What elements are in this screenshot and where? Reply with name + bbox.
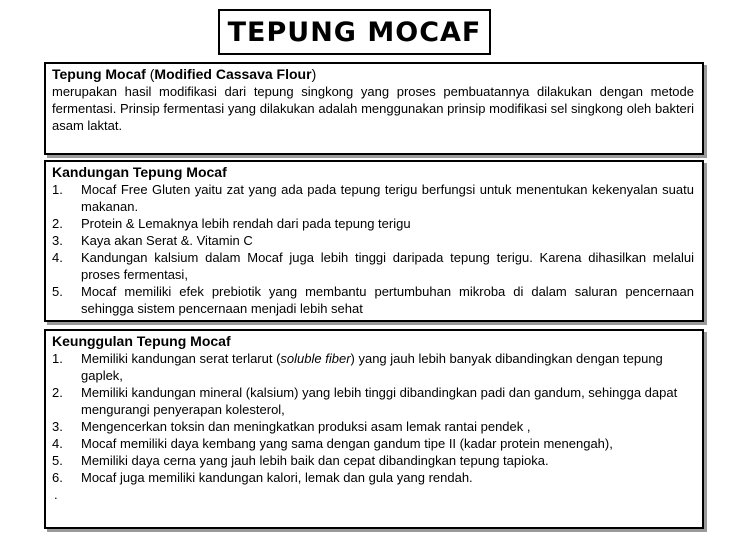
list-item [52, 249, 694, 283]
list-item [52, 232, 694, 249]
list-item [52, 283, 694, 317]
list-item-number: 5. [52, 284, 63, 299]
list-item-text: Memiliki daya cerna yang jauh lebih baik dan cepat dibandingkan tepung tapioka. [81, 453, 549, 468]
page-title: TEPUNG MOCAF [227, 16, 482, 48]
list-item-text: Kaya akan Serat &. Vitamin C [81, 233, 253, 248]
item1-text-pre: Memiliki kandungan serat terlarut ( [81, 351, 281, 366]
keunggulan-list [52, 350, 694, 486]
list-item-number: 4. [52, 250, 63, 265]
list-item-text: Mocaf memiliki efek prebiotik yang membantu pertumbuhan mikroba di dalam saluran pencernaan sehingga sistem pencernaan menjadi lebih sehat [81, 284, 694, 316]
keunggulan-box [44, 329, 704, 529]
definition-heading-subtitle: Modified Cassava Flour [154, 66, 312, 82]
list-item [52, 469, 694, 486]
definition-heading-name: Tepung Mocaf [52, 66, 146, 82]
list-item-text: Mocaf Free Gluten yaitu zat yang ada pada tepung terigu berfungsi untuk menentukan kekenyalan suatu makanan. [81, 182, 694, 214]
list-item-number: 2. [52, 216, 63, 231]
list-item-text: Mocaf juga memiliki kandungan kalori, lemak dan gula yang rendah. [81, 470, 473, 485]
list-item-number: 6. [52, 470, 63, 485]
definition-box [44, 62, 704, 155]
list-item-number: 1. [52, 351, 63, 366]
list-item [52, 350, 694, 384]
kandungan-heading: Kandungan Tepung Mocaf [52, 164, 227, 180]
list-item-text: Mocaf memiliki daya kembang yang sama dengan gandum tipe II (kadar protein menengah), [81, 436, 613, 451]
list-item-number: 5. [52, 453, 63, 468]
list-item [52, 215, 694, 232]
list-item [52, 452, 694, 469]
kandungan-box [44, 160, 704, 322]
list-item [52, 384, 694, 418]
list-item-text: Memiliki kandungan mineral (kalsium) yang lebih tinggi dibandingkan padi dan gandum, sehingga dapat mengurangi penyerapan kolesterol, [81, 385, 678, 417]
list-item-number: 4. [52, 436, 63, 451]
item1-text-italic: soluble fiber [280, 351, 351, 366]
list-item [52, 181, 694, 215]
list-item-text: Mengencerkan toksin dan meningkatkan produksi asam lemak rantai pendek , [81, 419, 531, 434]
kandungan-list [52, 181, 694, 317]
list-item-text [81, 350, 694, 384]
definition-heading [52, 65, 694, 83]
definition-paren-open: ( [145, 66, 155, 82]
list-item-number: 3. [52, 233, 63, 248]
definition-body: merupakan hasil modifikasi dari tepung singkong yang proses pembuatannya dilakukan dengan metode fermentasi. Prinsip fermentasi yang dilakukan adalah menggunakan prinsip modifikasi sel singkong oleh bakteri asam laktat. [52, 84, 694, 133]
list-item-number: 2. [52, 385, 63, 400]
list-item-text: Kandungan kalsium dalam Mocaf juga lebih tinggi daripada tepung terigu. Karena dihasilkan melalui proses fermentasi, [81, 250, 694, 282]
list-item [52, 418, 694, 435]
list-item [52, 435, 694, 452]
title-box [218, 9, 491, 55]
list-item-number: 3. [52, 419, 63, 434]
keunggulan-heading: Keunggulan Tepung Mocaf [52, 333, 231, 349]
definition-paren-close: ) [311, 66, 317, 82]
list-item-text: Protein & Lemaknya lebih rendah dari pada tepung terigu [81, 216, 411, 231]
trailing-dot: . [54, 487, 58, 502]
item1-text-post: ) yang jauh lebih banyak dibandingkan dengan tepung gaplek, [81, 351, 663, 383]
list-item-number: 1. [52, 182, 63, 197]
